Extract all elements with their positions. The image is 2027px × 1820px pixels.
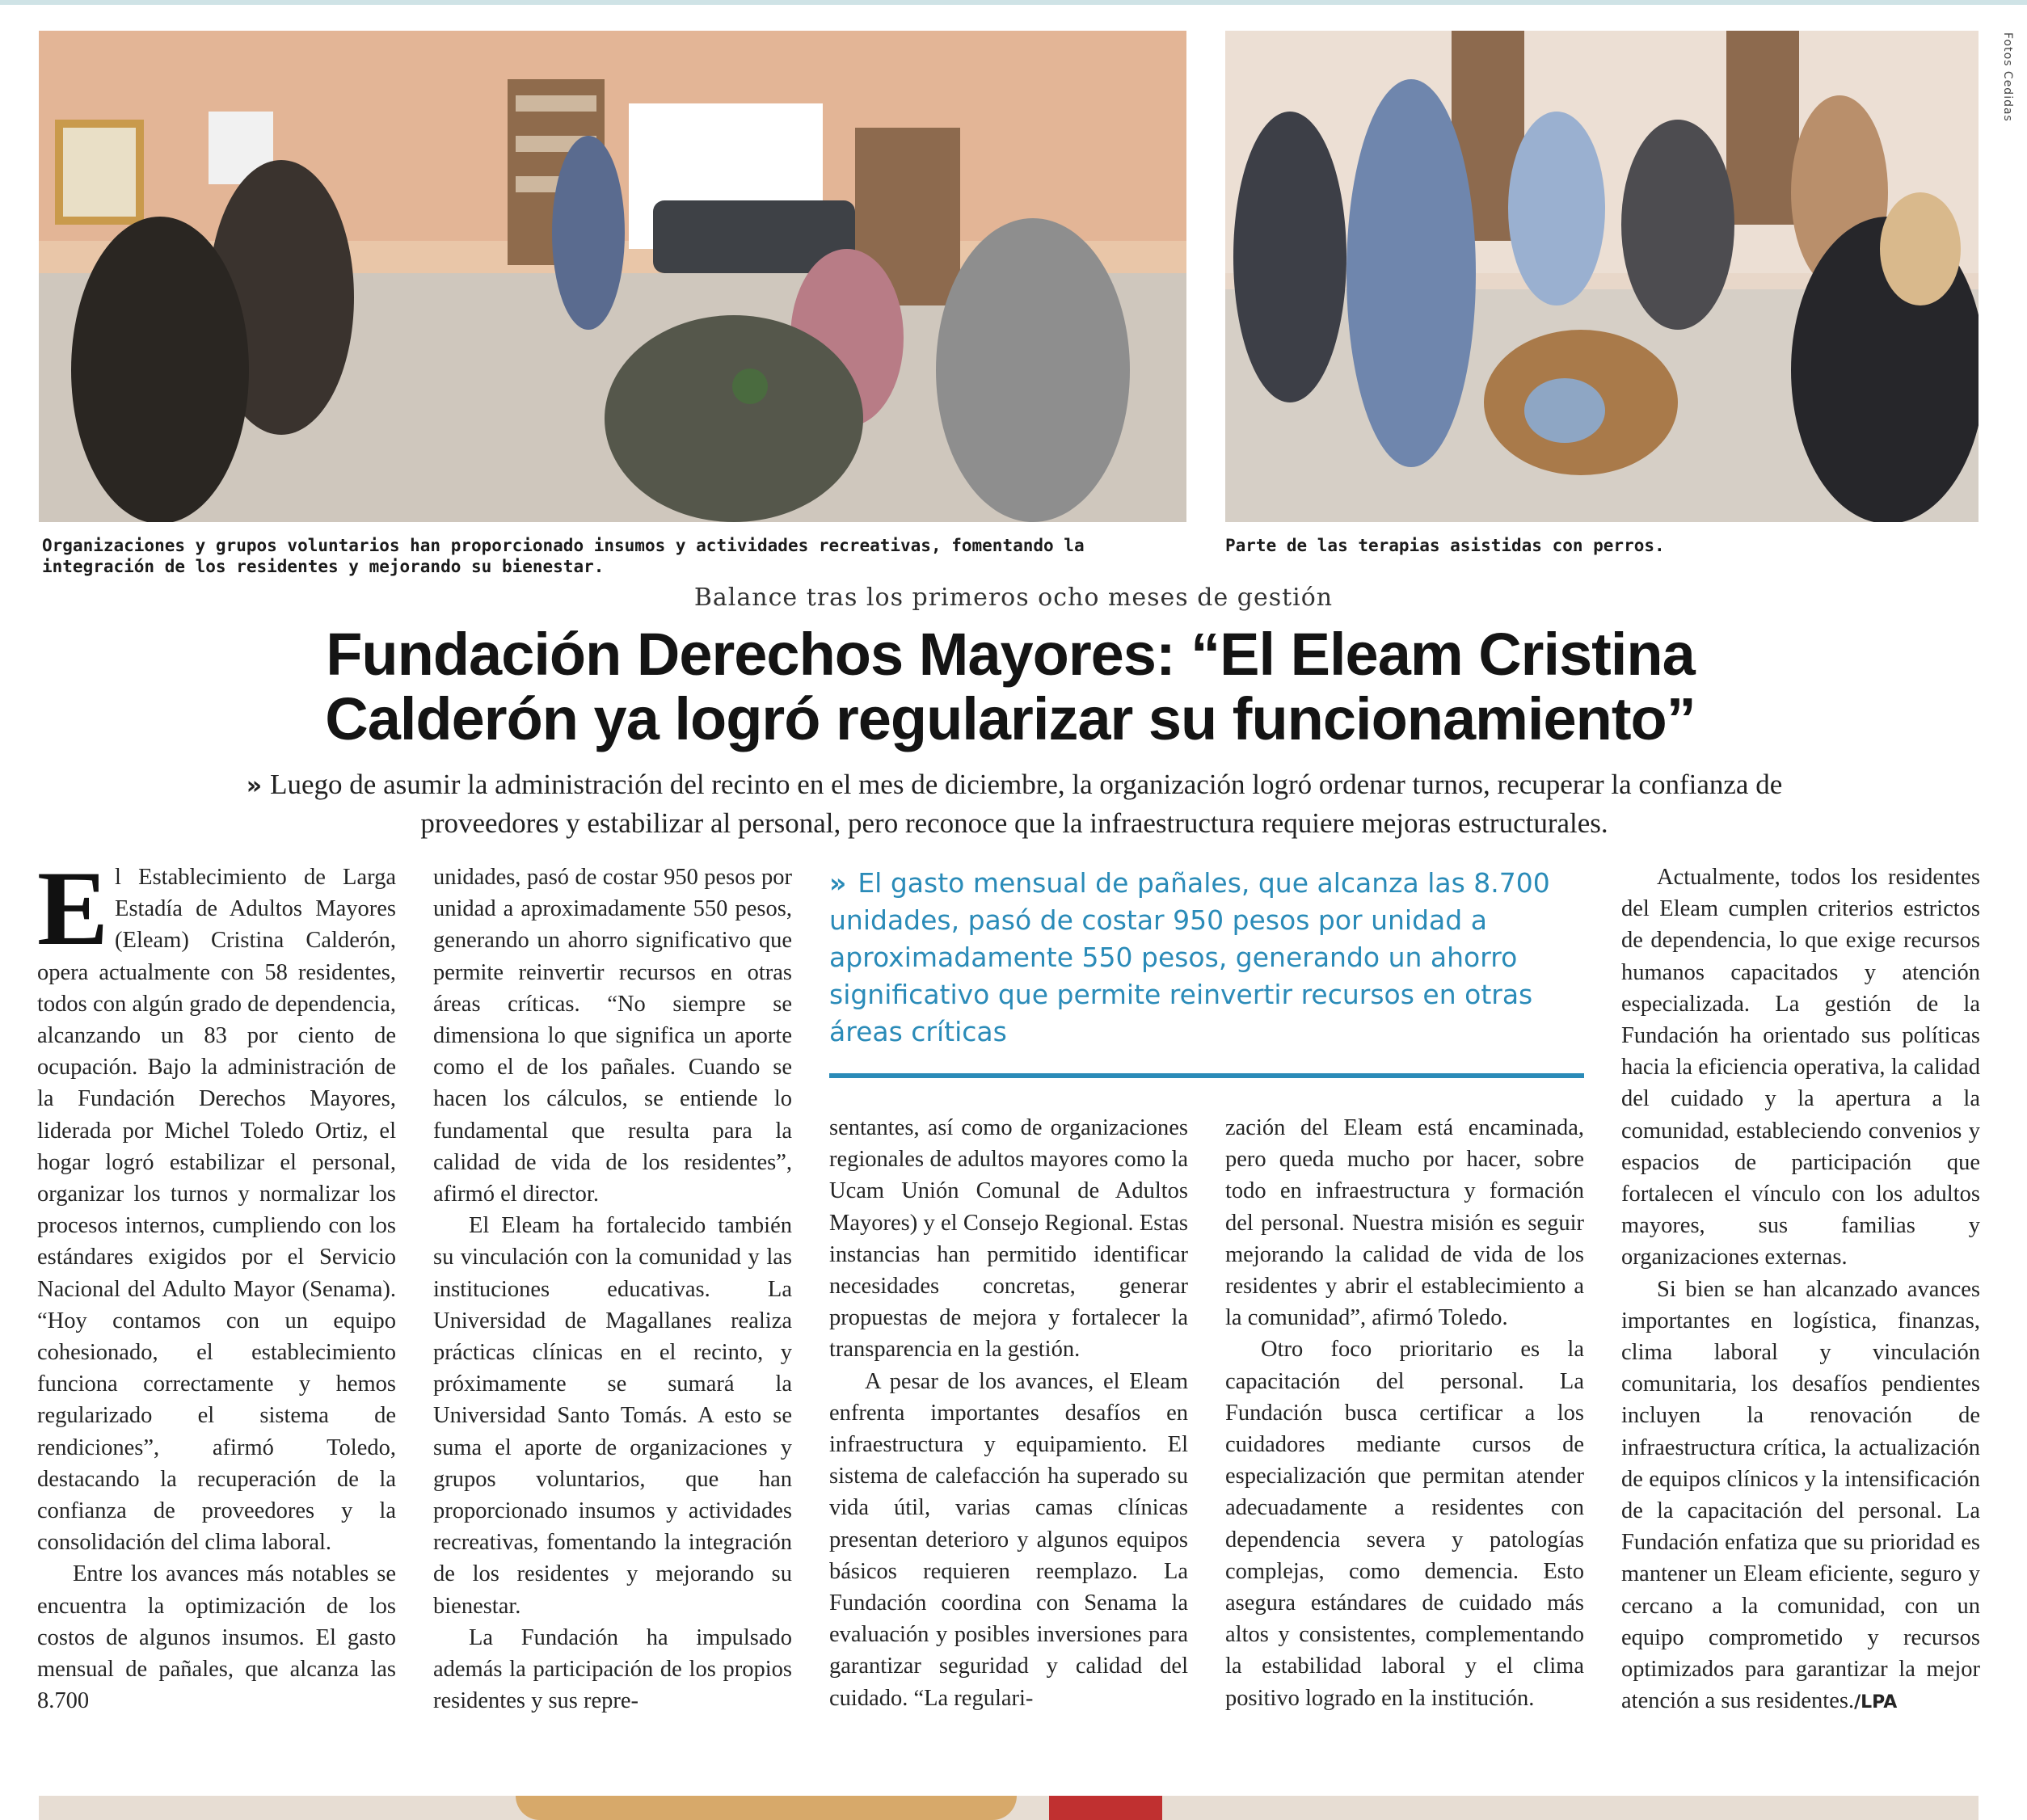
photo-caption: Parte de las terapias asistidas con perros. [1225,536,1665,555]
photo-caption: Organizaciones y grupos voluntarios han proporcionado insumos y actividades recreativas, fomentando la integración de los residentes y mejorando su bienestar. [42,536,1085,576]
dog-therapy-photo [1225,31,1979,522]
chevron-right-icon: » [246,772,263,800]
body-paragraph: sentantes, así como de organizaciones regionales de adultos mayores como la Ucam Unión Comunal de Adultos Mayores) y el Consejo Regional. Estas instancias han permitido identificar necesidades concretas, generar propuestas de mejora y fortalecer la transparencia en la gestión. [829,1115,1188,1363]
headline-line: Fundación Derechos Mayores: “El Eleam Cristina [326,621,1695,688]
author-signature: /LPA [1854,1692,1898,1713]
body-column-1 [37,862,396,1775]
activity-room-photo [39,31,1186,522]
body-paragraph: A pesar de los avances, el Eleam enfrenta importantes desafíos en infraestructura y equipamiento. El sistema de calefacción ha superado su vida útil, varias camas clínicas presentan deterioro y algunos equipos básicos requieren reemplazo. La Fundación coordina con Senama la evaluación y posibles inversiones para garantizar seguridad y calidad del cuidado. “La regulari- [829,1368,1188,1711]
double-chevron-icon: » [829,867,847,899]
body-paragraph: unidades, pasó de costar 950 pesos por unidad a aproximadamente 550 pesos, generando un ahorro significativo que permite reinvertir recursos en otras áreas críticas. “No siempre se dimensiona lo que significa un aporte como el de los pañales. Cuando se hacen los cálculos, se entiende lo fundamental que resulta para la calidad de vida de los residentes”, afirmó el director. [433,865,792,1207]
body-paragraph: Si bien se han alcanzado avances importantes en logística, finanzas, clima laboral y vinculación comunitaria, los desafíos pendientes incluyen la renovación de infraestructura crítica, la actualización de equipos clínicos y la intensificación de la capacitación del personal. La Fundación enfatiza que su prioridad es mantener un Eleam eficiente, seguro y cercano a la comunidad, con un equipo comprometido y recursos optimizados para garantizar la mejor atención a sus residentes./LPA [1621,1276,1980,1714]
ad-text-fragment [1049,1796,1162,1820]
body-paragraph: El Eleam ha fortalecido también su vinculación con la comunidad y las instituciones educativas. La Universidad de Magallanes realiza prácticas clínicas en el recinto, y próximamente se sumará la Universidad Santo Tomás. A esto se suma el aporte de organizaciones y grupos voluntarios, que han proporcionado insumos y actividades recreativas, fomentando la integración de los residentes y mejorando su bienestar. [433,1213,792,1619]
body-column-3 [829,1112,1188,1775]
body-column-5 [1621,862,1980,1775]
lead-text: Luego de asumir la administración del recinto en el mes de diciembre, la organización logró ordenar turnos, recuperar la confianza de proveedores y estabilizar al personal, pero reconoce que la infraestructura requiere mejoras estructurales. [270,769,1783,839]
drop-cap: E [37,862,109,967]
body-paragraph: zación del Eleam está encaminada, pero queda mucho por hacer, sobre todo en infraestructura y formación del personal. Nuestra misión es seguir mejorando la calidad de vida de los residentes y abrir el establecimiento a la comunidad”, afirmó Toledo. [1225,1115,1584,1331]
body-paragraph: Otro foco prioritario es la capacitación del personal. La Fundación busca certificar a los cuidadores mediante cursos de especialización que permitan atender adecuadamente a residentes con dependencia severa y patologías complejas, como demencia. Esto asegura estándares de cuidado más altos y consistentes, complementando la estabilidad laboral y el clima positivo logrado en la institución. [1225,1337,1584,1711]
pull-quote [829,865,1584,1051]
body-paragraph: Actualmente, todos los residentes del Eleam cumplen criterios estrictos de dependencia, lo que exige recursos humanos capacitados y atención especializada. La gestión de la Fundación ha orientado sus políticas hacia la eficiencia operativa, la calidad del cuidado y la apertura a la comunidad, estableciendo convenios y espacios de participación que fortalecen el vínculo con los adultos mayores, sus familias y organizaciones externas. [1621,865,1980,1270]
ad-image-fragment [516,1796,1017,1820]
body-column-2 [433,862,792,1775]
body-paragraph: El Establecimiento de Larga Estadía de Adultos Mayores (Eleam) Cristina Calderón, opera actualmente con 58 residentes, todos con algún grado de dependencia, alcanzando un 83 por ciento de ocupación. Bajo la administración de la Fundación Derechos Mayores, liderada por Michel Toledo Ortiz, el hogar logró estabilizar el personal, organizar los turnos y normalizar los procesos internos, cumpliendo con los estándares exigidos por el Servicio Nacional del Adulto Mayor (Senama). “Hoy contamos con un equipo cohesionado, el establecimiento funciona correctamente y hemos regularizado el sistema de rendiciones”, afirmó Toledo, destacando la recuperación de la confianza de proveedores y la consolidación del clima laboral. [37,862,396,1556]
kicker: Balance tras los primeros ocho meses de gestión [693,583,1334,612]
body-paragraph: Entre los avances más notables se encuentra la optimización de los costos de algunos insumos. El gasto mensual de pañales, que alcanza las 8.700 [37,1561,396,1714]
pull-quote-text: El gasto mensual de pañales, que alcanza las 8.700 unidades, pasó de costar 950 pesos por unidad a aproximadamente 550 pesos, generando un ahorro significativo que permite reinvertir recursos en otras áreas críticas [829,867,1550,1047]
lead-paragraph [202,766,1827,842]
body-paragraph: La Fundación ha impulsado además la participación de los propios residentes y sus repre- [433,1624,792,1714]
body-column-4 [1225,1112,1584,1775]
headline [162,622,1859,752]
photo-credit: Fotos Cedidas [2001,32,2014,122]
bottom-advertisement-strip [39,1796,1979,1820]
pull-quote-rule [829,1073,1584,1078]
top-color-band [0,0,2027,5]
headline-line: Calderón ya logró regularizar su funcionamiento” [325,685,1696,752]
